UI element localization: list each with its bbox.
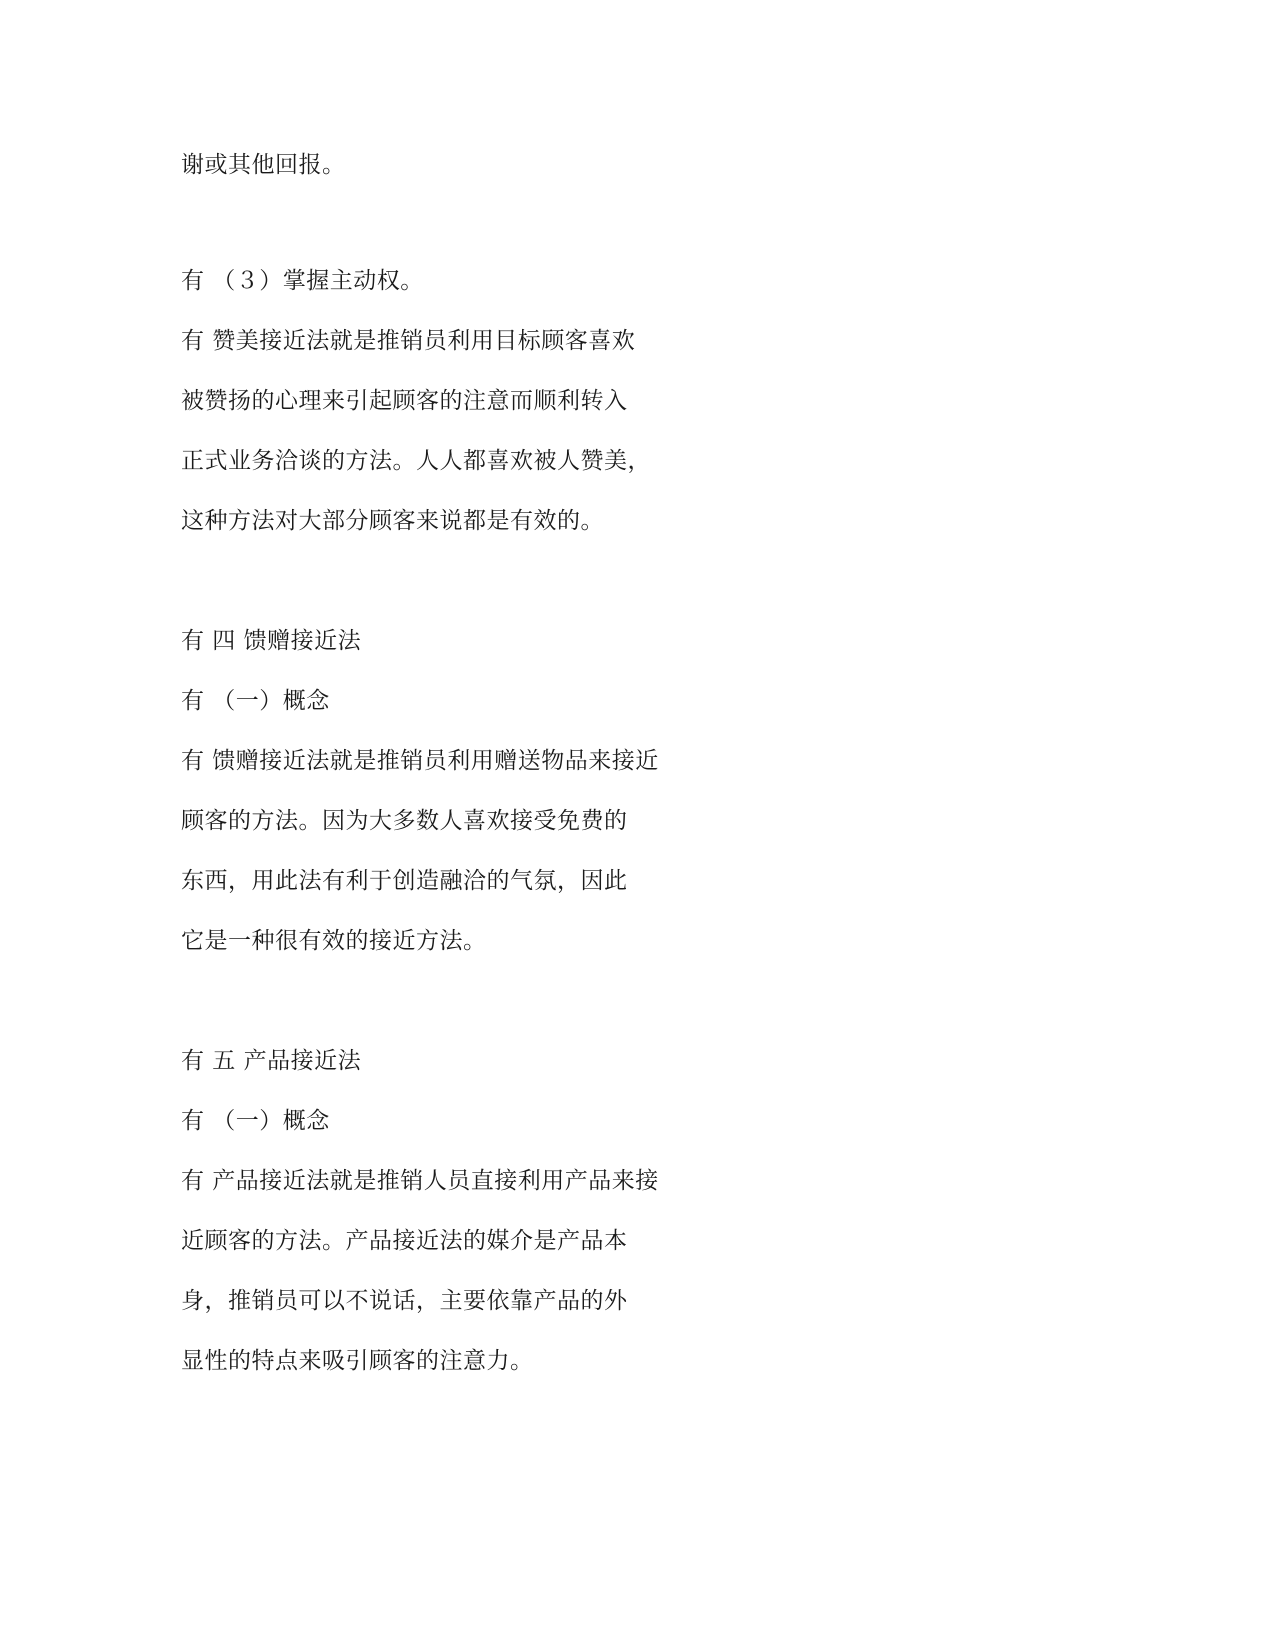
text-line: 正式业务洽谈的方法。人人都喜欢被人赞美，	[181, 448, 651, 474]
text-line: 顾客的方法。因为大多数人喜欢接受免费的	[181, 808, 628, 834]
text-line: 有 产品接近法就是推销人员直接利用产品来接	[181, 1168, 659, 1194]
section-heading: 有 四 馈赠接近法	[181, 628, 362, 654]
subsection-heading: 有 （一）概念	[181, 688, 330, 714]
section-heading: 有 （３）掌握主动权。	[181, 268, 424, 294]
text-line: 有 馈赠接近法就是推销员利用赠送物品来接近	[181, 748, 659, 774]
text-line: 近顾客的方法。产品接近法的媒介是产品本	[181, 1228, 628, 1254]
text-line: 谢或其他回报。	[181, 152, 346, 178]
text-line: 东西，用此法有利于创造融洽的气氛，因此	[181, 868, 628, 894]
text-line: 它是一种很有效的接近方法。	[181, 928, 487, 954]
text-line: 显性的特点来吸引顾客的注意力。	[181, 1348, 534, 1374]
section-heading: 有 五 产品接近法	[181, 1048, 362, 1074]
text-line: 这种方法对大部分顾客来说都是有效的。	[181, 508, 604, 534]
text-line: 有 赞美接近法就是推销员利用目标顾客喜欢	[181, 328, 636, 354]
text-line: 身，推销员可以不说话，主要依靠产品的外	[181, 1288, 628, 1314]
subsection-heading: 有 （一）概念	[181, 1108, 330, 1134]
text-line: 被赞扬的心理来引起顾客的注意而顺利转入	[181, 388, 628, 414]
